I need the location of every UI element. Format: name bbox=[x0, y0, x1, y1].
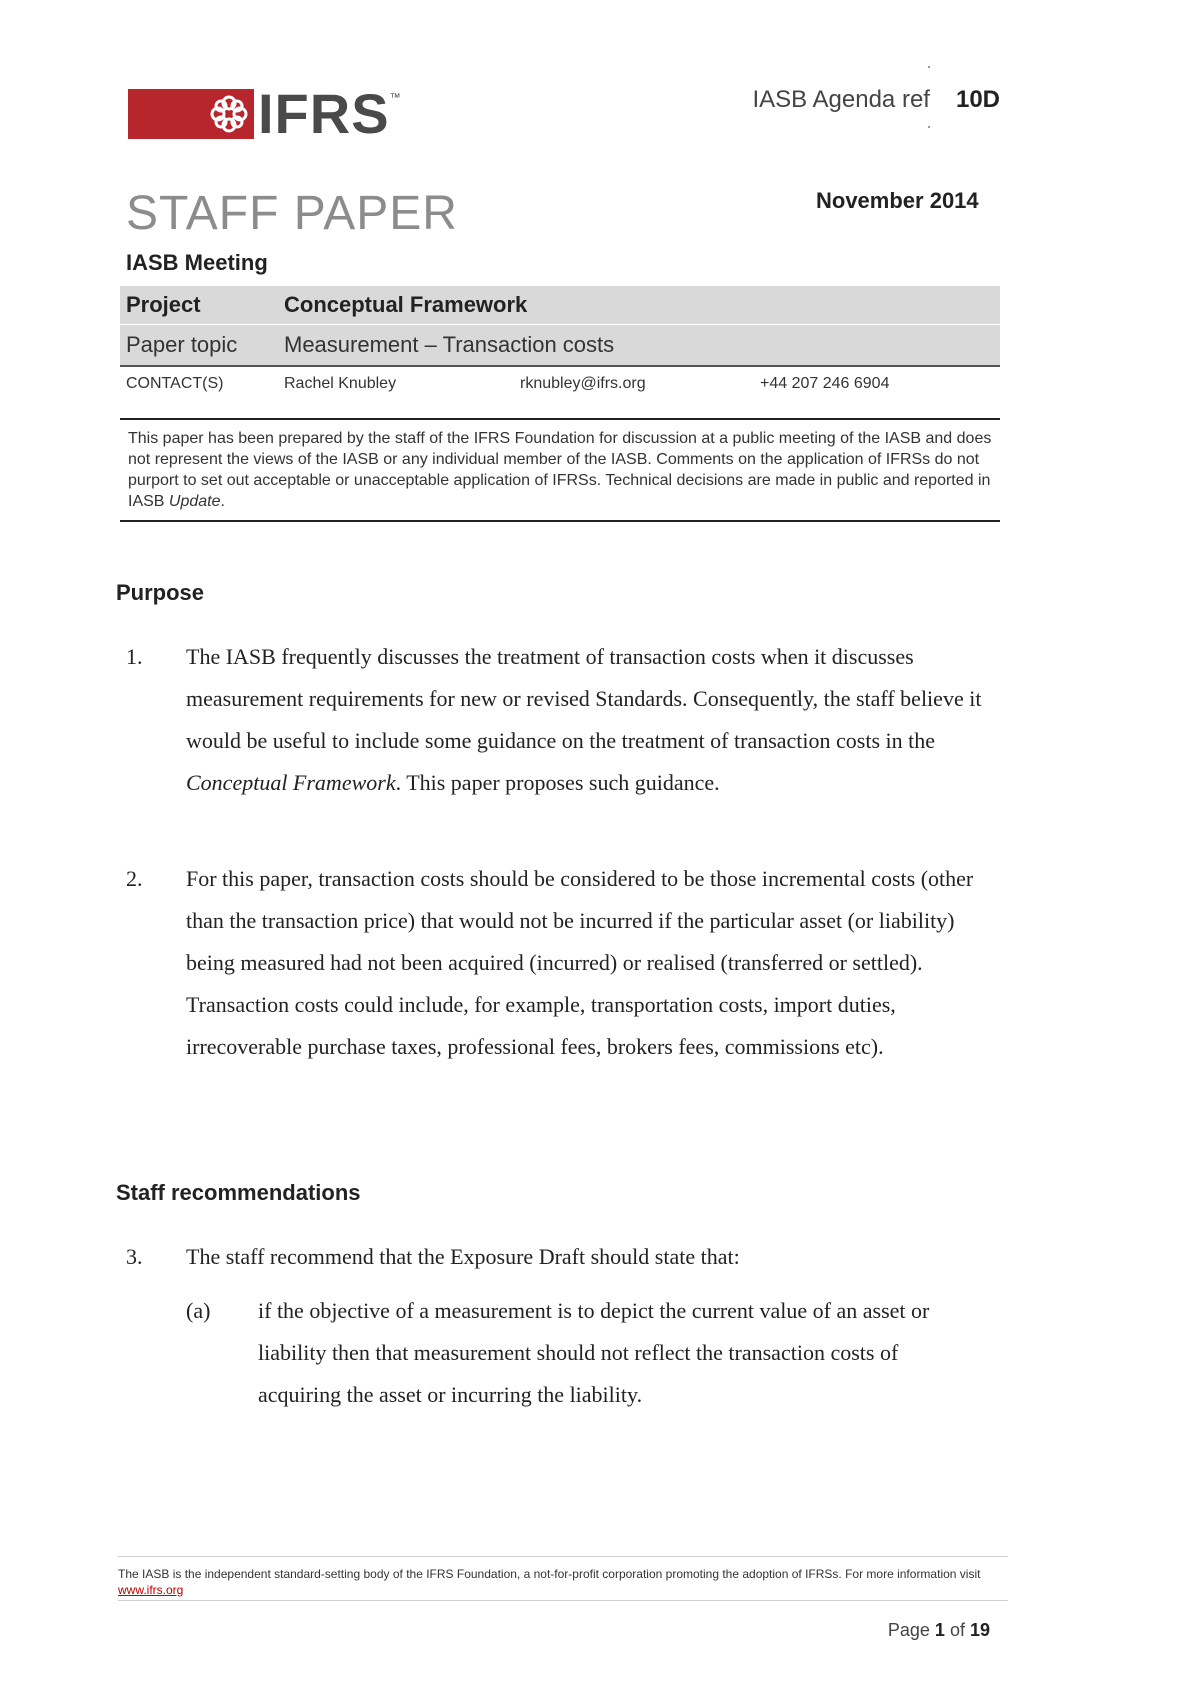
contact-row bbox=[120, 367, 1000, 401]
contact-email[interactable]: rknubley@ifrs.org bbox=[520, 375, 646, 392]
logo-red-bar bbox=[128, 89, 204, 139]
page-of: of bbox=[949, 1620, 965, 1640]
agenda-label: IASB Agenda ref bbox=[752, 86, 930, 113]
decor-tick bbox=[928, 126, 930, 128]
paragraph-text: For this paper, transaction costs should be considered to be those incremental costs (other than the transaction price) that would not be incurred if the particular asset (or liability) being measured had not been acquired (incurred) or realised (transferred or settled). Transaction costs could include, for example, transportation costs, import duties, irrecoverable purchase taxes, professional fees, brokers fees, commissions etc). bbox=[186, 866, 974, 1059]
footer-link[interactable]: www.ifrs.org bbox=[118, 1583, 184, 1597]
disclaimer-text: This paper has been prepared by the staff of the IFRS Foundation for discussion at a public meeting of the IASB and does not represent the views of the IASB or any individual member of the IASB. Comments on the application of IFRSs do not purport to set out acceptable or unacceptable application of IFRSs. Technical decisions are made in public and reported in IASB bbox=[128, 430, 992, 510]
page-total: 19 bbox=[969, 1620, 990, 1640]
paragraph-text: The staff recommend that the Exposure Draft should state that: bbox=[186, 1244, 740, 1269]
recommendations-heading: Staff recommendations bbox=[116, 1180, 361, 1205]
project-label: Project bbox=[126, 292, 201, 317]
decor-tick bbox=[928, 66, 930, 68]
project-value: Conceptual Framework bbox=[284, 292, 528, 317]
disclaimer-box bbox=[120, 418, 1000, 522]
paragraph-italic: Conceptual Framework bbox=[186, 770, 396, 795]
contact-label: CONTACT(S) bbox=[126, 375, 224, 392]
footer-divider bbox=[118, 1556, 1008, 1557]
page-number bbox=[888, 1620, 990, 1641]
ifrs-logo bbox=[128, 82, 401, 145]
contact-phone: +44 207 246 6904 bbox=[760, 375, 890, 392]
paragraph-text bbox=[186, 636, 1006, 804]
footer-divider bbox=[118, 1600, 1008, 1601]
agenda-number: 10D bbox=[955, 86, 1000, 113]
disclaimer-end: . bbox=[220, 493, 225, 510]
contact-name: Rachel Knubley bbox=[284, 375, 397, 392]
logo-trademark: ™ bbox=[389, 92, 401, 104]
topic-label: Paper topic bbox=[126, 332, 238, 357]
paper-date: November 2014 bbox=[816, 188, 979, 213]
page-title: STAFF PAPER bbox=[126, 187, 458, 240]
sub-item-text: if the objective of a measurement is to depict the current value of an asset or liability then that measurement should not reflect the transaction costs of acquiring the asset or incurring the liability. bbox=[258, 1298, 930, 1407]
info-table bbox=[120, 286, 1000, 401]
topic-value: Measurement – Transaction costs bbox=[284, 332, 615, 357]
topic-row bbox=[120, 325, 1000, 367]
disclaimer-italic: Update bbox=[168, 493, 221, 510]
paragraph-number: 2. bbox=[126, 866, 143, 891]
paragraph-text-part: . This paper proposes such guidance. bbox=[395, 770, 720, 795]
paragraph-text-part: The IASB frequently discusses the treatment of transaction costs when it discusses measurement requirements for new or revised Standards. Consequently, the staff believe it would be useful to include some guidance on the treatment of transaction costs in the bbox=[186, 644, 982, 753]
footer-note bbox=[118, 1566, 998, 1598]
paragraph-number: 3. bbox=[126, 1244, 143, 1269]
page-label: Page bbox=[887, 1620, 930, 1640]
purpose-heading: Purpose bbox=[116, 580, 205, 605]
page-current: 1 bbox=[934, 1620, 945, 1640]
ifrs-flower-icon bbox=[204, 89, 254, 139]
logo-text: IFRS bbox=[254, 89, 390, 139]
footer-text: The IASB is the independent standard-setting body of the IFRS Foundation, a not-for-profit corporation promoting the adoption of IFRSs. For more information visit bbox=[118, 1567, 981, 1581]
sub-item-label: (a) bbox=[186, 1298, 211, 1323]
agenda-ref bbox=[753, 86, 1001, 114]
paragraph-number: 1. bbox=[126, 644, 143, 669]
meeting-name: IASB Meeting bbox=[126, 250, 268, 275]
project-row bbox=[120, 286, 1000, 325]
